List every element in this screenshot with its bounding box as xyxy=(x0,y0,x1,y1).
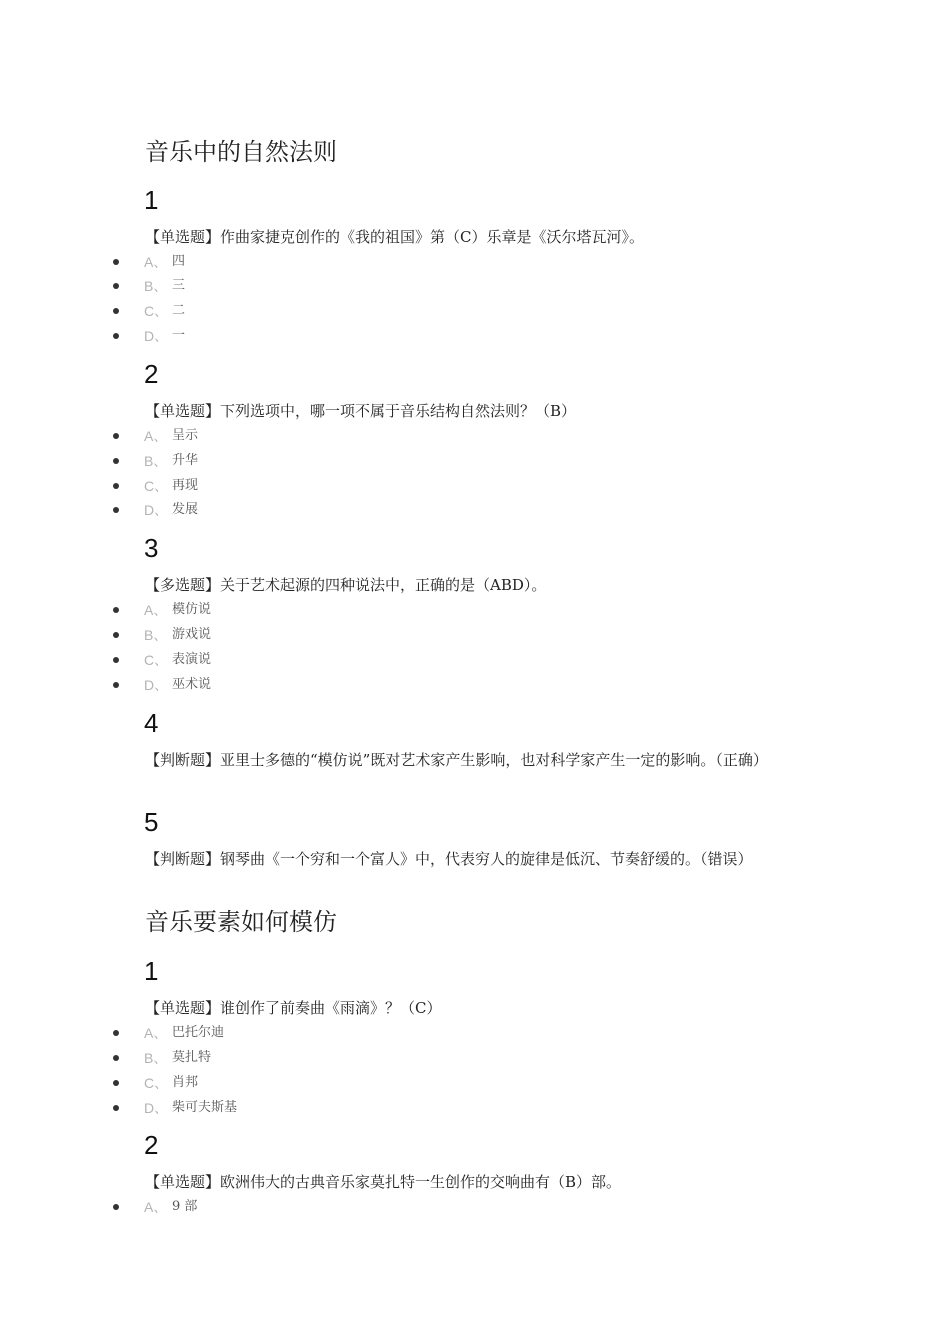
option-letter: D、 xyxy=(144,677,169,693)
question-number: 4 xyxy=(144,708,159,738)
bullet-icon xyxy=(113,433,119,439)
bullet-icon xyxy=(113,259,119,265)
option-text: 肖邦 xyxy=(172,1075,199,1090)
option-letter: D、 xyxy=(144,1100,169,1116)
option-text: 游戏说 xyxy=(172,627,212,642)
section-title: 音乐中的自然法则 xyxy=(145,138,337,166)
bullet-icon xyxy=(113,1204,119,1210)
bullet-icon xyxy=(113,458,119,464)
bullet-icon xyxy=(113,483,119,489)
option-letter: C、 xyxy=(144,303,169,319)
option-text: 柴可夫斯基 xyxy=(172,1100,238,1115)
option-text: 巫术说 xyxy=(172,677,212,692)
option-letter: A、 xyxy=(144,1199,168,1215)
option-letter: D、 xyxy=(144,328,169,344)
option-letter: D、 xyxy=(144,502,169,518)
option-text: 升华 xyxy=(172,453,199,468)
question-text: 【单选题】欧洲伟大的古典音乐家莫扎特一生创作的交响曲有（B）部。 xyxy=(145,1173,622,1191)
option-text: 9 部 xyxy=(172,1199,198,1214)
option-text: 发展 xyxy=(172,502,199,517)
option-letter: B、 xyxy=(144,627,168,643)
question-number: 2 xyxy=(144,359,159,389)
option-letter: B、 xyxy=(144,278,168,294)
question-number: 1 xyxy=(144,956,159,986)
option-text: 一 xyxy=(172,328,186,343)
question-text: 【单选题】谁创作了前奏曲《雨滴》？（C） xyxy=(145,999,442,1017)
section-title: 音乐要素如何模仿 xyxy=(145,908,337,936)
option-letter: A、 xyxy=(144,602,168,618)
bullet-icon xyxy=(113,657,119,663)
option-letter: A、 xyxy=(144,428,168,444)
bullet-icon xyxy=(113,1055,119,1061)
option-letter: A、 xyxy=(144,254,168,270)
bullet-icon xyxy=(113,1080,119,1086)
question-text: 【单选题】作曲家捷克创作的《我的祖国》第（C）乐章是《沃尔塔瓦河》。 xyxy=(145,228,644,246)
option-letter: C、 xyxy=(144,478,169,494)
option-text: 模仿说 xyxy=(172,602,212,617)
question-text: 【单选题】下列选项中，哪一项不属于音乐结构自然法则？（B） xyxy=(145,402,577,420)
bullet-icon xyxy=(113,308,119,314)
question-text: 【判断题】钢琴曲《一个穷和一个富人》中，代表穷人的旋律是低沉、节奏舒缓的。（错误） xyxy=(145,850,753,868)
option-letter: A、 xyxy=(144,1025,168,1041)
bullet-icon xyxy=(113,1105,119,1111)
bullet-icon xyxy=(113,283,119,289)
option-letter: B、 xyxy=(144,1050,168,1066)
option-text: 莫扎特 xyxy=(172,1050,212,1065)
option-text: 表演说 xyxy=(172,652,212,667)
question-number: 1 xyxy=(144,185,159,215)
option-letter: C、 xyxy=(144,652,169,668)
bullet-icon xyxy=(113,507,119,513)
option-text: 二 xyxy=(172,303,186,318)
question-text: 【判断题】亚里士多德的“模仿说”既对艺术家产生影响，也对科学家产生一定的影响。（正确） xyxy=(145,751,768,769)
option-text: 四 xyxy=(172,254,186,269)
question-number: 5 xyxy=(144,807,159,837)
option-letter: B、 xyxy=(144,453,168,469)
question-number: 3 xyxy=(144,533,159,563)
question-text: 【多选题】关于艺术起源的四种说法中，正确的是（ABD）。 xyxy=(145,576,547,594)
option-text: 巴托尔迪 xyxy=(172,1025,225,1040)
bullet-icon xyxy=(113,632,119,638)
option-text: 再现 xyxy=(172,478,199,493)
bullet-icon xyxy=(113,1030,119,1036)
bullet-icon xyxy=(113,682,119,688)
bullet-icon xyxy=(113,333,119,339)
bullet-icon xyxy=(113,607,119,613)
question-number: 2 xyxy=(144,1130,159,1160)
option-text: 三 xyxy=(172,278,186,293)
option-text: 呈示 xyxy=(172,428,199,443)
option-letter: C、 xyxy=(144,1075,169,1091)
